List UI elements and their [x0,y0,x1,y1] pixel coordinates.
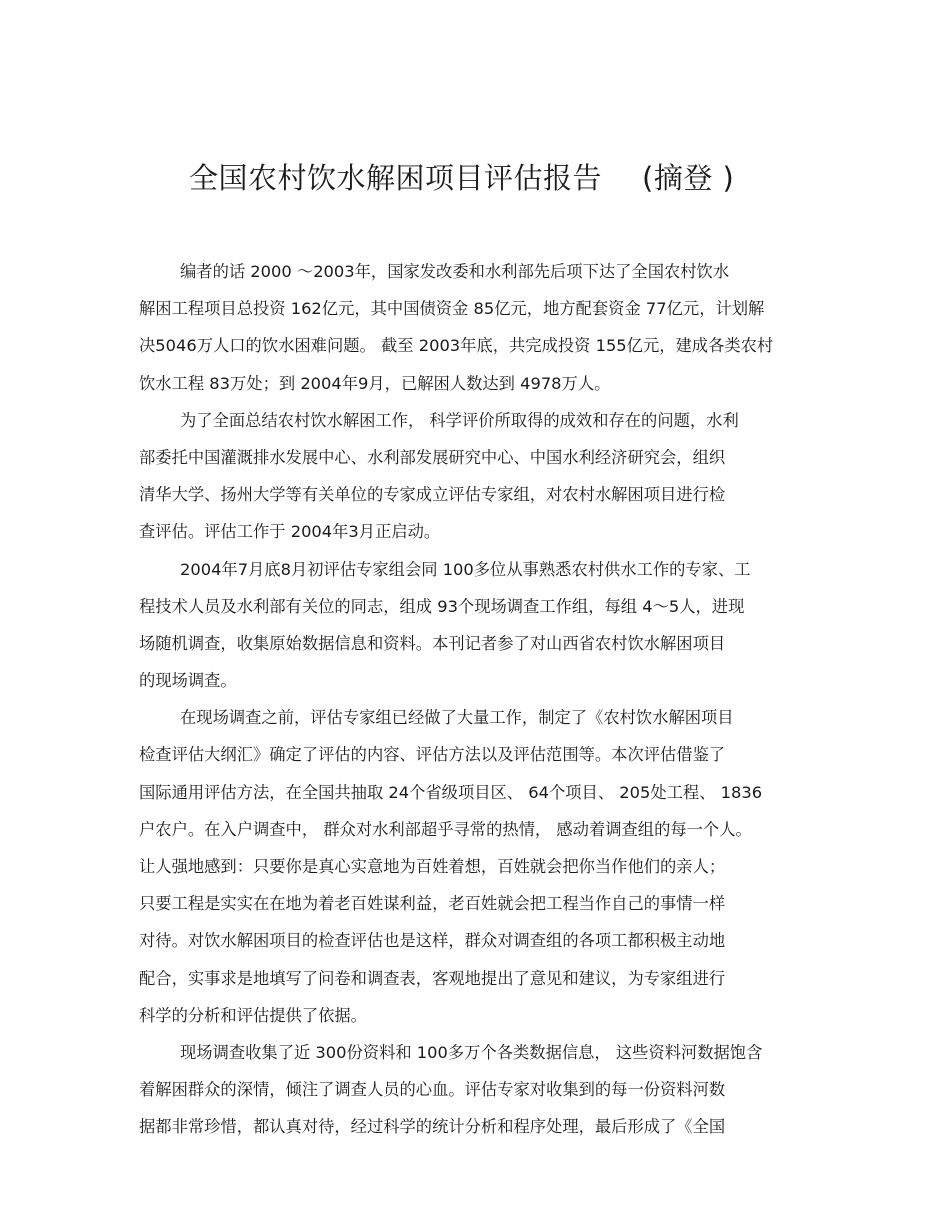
paragraph-line: 解困工程项目总投资 162亿元，其中国债资金 85亿元，地方配套资金 77亿元，计划解 [139,299,765,319]
paragraph [139,258,819,407]
title-suffix: (摘登 ) [642,161,735,195]
paragraph [139,407,819,556]
paragraph-line: 查评估。评估工作于 2004年3月正启动。 [139,522,441,542]
paragraph-line: 着解困群众的深情，倾注了调查人员的心血。评估专家对收集到的每一份资料河数 [139,1080,726,1100]
paragraph-first-line: 编者的话 2000 ～2003年，国家发改委和水利部先后项下达了全国农村饮水 [180,262,730,281]
paragraph-first-line: 在现场调查之前，评估专家组已经做了大量工作，制定了《农村饮水解困项目 [180,708,734,728]
paragraph-line: 让人强地感到：只要你是真心实意地为百姓着想，百姓就会把你当作他们的亲人； [139,857,726,876]
paragraph-line: 据都非常珍惜，都认真对待，经过科学的统计分析和程序处理，最后形成了《全国 [139,1117,726,1137]
paragraph-line: 检查评估大纲汇》确定了评估的内容、评估方法以及评估范围等。本次评估借鉴了 [139,745,726,765]
paragraph-line: 部委托中国灌溉排水发展中心、水利部发展研究中心、中国水利经济研究会，组织 [139,447,726,467]
paragraph-line: 场随机调查，收集原始数据信息和资料。本刊记者参了对山西省农村饮水解困项目 [139,633,726,653]
paragraph-line: 饮水工程 83万处；到 2004年9月，已解困人数达到 4978万人。 [139,373,611,393]
paragraph [139,556,819,705]
paragraph-line: 国际通用评估方法，在全国共抽取 24个省级项目区、 64个项目、 205处工程、 1836 [139,782,763,802]
paragraph-line: 只要工程是实实在在地为着老百姓谋利益，老百姓就会把工程当作自己的事情一样 [139,894,726,914]
paragraph-line: 清华大学、扬州大学等有关单位的专家成立评估专家组，对农村水解困项目进行检 [139,485,726,505]
paragraph-line: 决5046万人口的饮水困难问题。 截至 2003年底，共完成投资 155亿元，建成各类农村 [139,336,774,356]
paragraph [139,1039,819,1151]
paragraph-line: 户农户。在入户调查中， 群众对水利部超乎寻常的热情， 感动着调查组的每一个人。 [139,819,752,839]
paragraph-first-line: 现场调查收集了近 300份资料和 100多万个各类数据信息， 这些资料河数据饱含 [180,1042,763,1062]
paragraph-line: 对待。对饮水解困项目的检查评估也是这样，群众对调查组的各项工都积极主动地 [139,931,726,951]
paragraph-line: 程技术人员及水利部有关位的同志，组成 93个现场调查工作组，每组 4～5人，进现 [139,596,745,616]
paragraph-first-line: 为了全面总结农村饮水解困工作， 科学评价所取得的成效和存在的问题，水利 [180,410,739,430]
paragraph-line: 科学的分析和评估提供了依据。 [139,1005,367,1025]
title-main: 全国农村饮水解困项目评估报告 [189,161,603,195]
document-title [189,160,829,196]
paragraph-first-line: 2004年7月底8月初评估专家组会同 100多位从事熟悉农村供水工作的专家、工 [180,559,751,579]
paragraph-line: 配合，实事求是地填写了问卷和调查表，客观地提出了意见和建议，为专家组进行 [139,968,726,988]
paragraph [139,704,819,1039]
article-body [139,258,819,1151]
paragraph-line: 的现场调查。 [139,671,237,691]
